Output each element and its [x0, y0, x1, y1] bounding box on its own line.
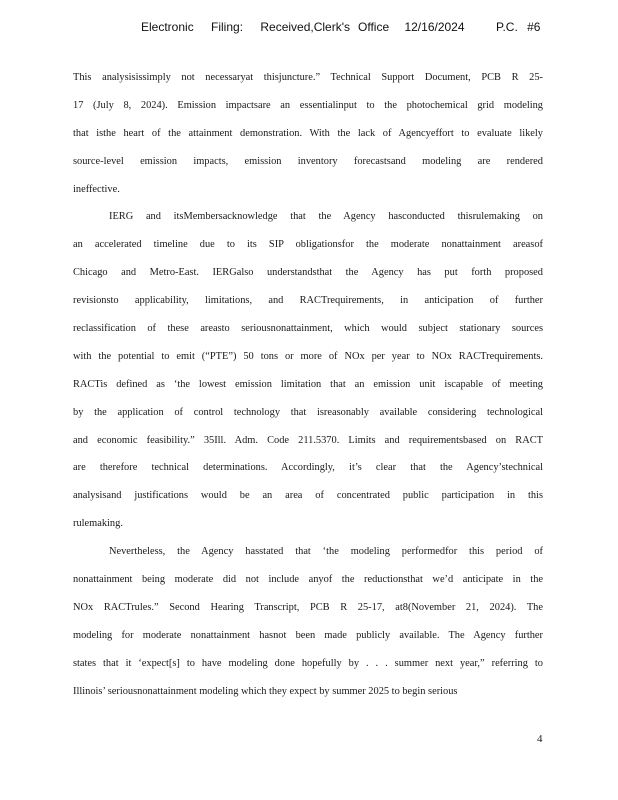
- text-line: Chicago and Metro-East. IERGalso understandsthat the Agency has put forth proposed: [73, 267, 543, 279]
- text-line: analysisand justifications would be an area of concentrated public participation in this: [73, 490, 543, 502]
- filing-stamp-label: Electronic Filing: Received,Clerk's: [141, 20, 351, 34]
- paragraph: [73, 70, 543, 209]
- text-line: states that it ‘expect[s] to have modeling done hopefully by . . . summer next year,” referring to: [73, 657, 543, 669]
- text-line: reclassification of these areasto seriousnonattainment, which would subject stationary sources: [73, 323, 543, 335]
- filing-header: [0, 20, 618, 38]
- text-line: IERG and itsMembersacknowledge that the Agency hasconducted thisrulemaking on: [109, 211, 543, 223]
- text-line: and economic feasibility.” 35Ill. Adm. Code 211.5370. Limits and requirementsbased on RACT: [73, 434, 543, 446]
- text-line: by the application of control technology that isreasonably available considering technological: [73, 406, 543, 418]
- paragraph: [73, 209, 543, 544]
- text-line: This analysisissimply not necessaryat thisjuncture.” Technical Support Document, PCB R 25-: [73, 72, 543, 83]
- text-line: rulemaking.: [73, 518, 123, 530]
- text-line: an accelerated timeline due to its SIP obligationsfor the moderate nonattainment areasof: [73, 239, 543, 251]
- text-line: are therefore technical determinations. Accordingly, it’s clear that the Agency’stechnical: [73, 462, 543, 474]
- text-line: NOx RACTrules.” Second Hearing Transcript, PCB R 25-17, at8(November 21, 2024). The: [73, 601, 543, 613]
- text-line: 17 (July 8, 2024). Emission impactsare an essentialinput to the photochemical grid modeling: [73, 99, 543, 111]
- text-line: modeling for moderate nonattainment hasnot been made publicly available. The Agency further: [73, 629, 543, 641]
- text-line: source-level emission impacts, emission inventory forecastsand modeling are rendered: [73, 155, 543, 167]
- body-text: [73, 70, 543, 711]
- text-line: Nevertheless, the Agency hasstated that ‘the modeling performedfor this period of: [109, 546, 543, 558]
- page-number: 4: [537, 733, 543, 745]
- text-line: with the potential to emit (“PTE”) 50 tons or more of NOx per year to NOx RACTrequirements.: [73, 350, 543, 362]
- text-line: RACTis defined as ‘the lowest emission limitation that an emission unit iscapable of meeting: [73, 378, 543, 390]
- text-line: ineffective.: [73, 183, 120, 195]
- text-line: nonattainment being moderate did not include anyof the reductionsthat we’d anticipate in the: [73, 574, 543, 586]
- text-line: that isthe heart of the attainment demonstration. With the lack of Agencyeffort to evaluate likely: [73, 127, 543, 139]
- paragraph: [73, 544, 543, 711]
- filing-stamp-date: Office 12/16/2024: [358, 20, 465, 34]
- filing-pc-number: P.C. #6: [496, 20, 541, 34]
- text-line: Illinois’ seriousnonattainment modeling which they expect by summer 2025 to begin serious: [73, 685, 458, 697]
- text-line: revisionsto applicability, limitations, and RACTrequirements, in anticipation of further: [73, 295, 543, 307]
